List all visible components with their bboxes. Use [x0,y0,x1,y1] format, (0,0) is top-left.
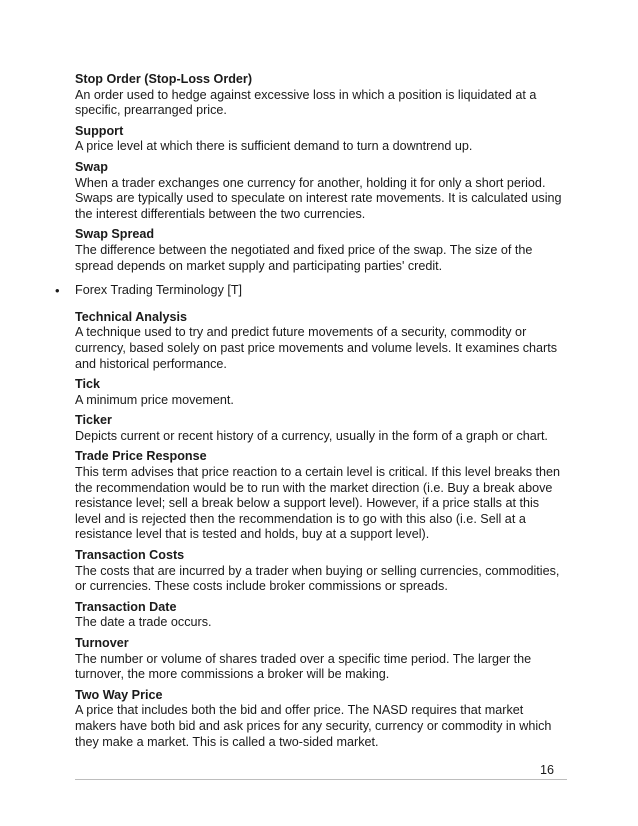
glossary-definition: A price level at which there is sufficient demand to turn a downtrend up. [75,139,473,154]
glossary-term: Ticker [75,413,112,428]
glossary-entry [75,548,565,595]
glossary-term: Swap Spread [75,227,155,242]
glossary-term: Trade Price Response [75,449,207,464]
glossary-term: Support [75,123,124,138]
glossary-entry [75,600,565,631]
glossary-term: Technical Analysis [75,309,187,324]
glossary-term: Stop Order (Stop-Loss Order) [75,72,253,86]
glossary-definition: An order used to hedge against excessive loss in which a position is liquidated at a specific, prearranged price. [75,87,537,118]
glossary-entry [75,688,565,750]
glossary-entry [75,227,565,274]
glossary-definition: A price that includes both the bid and offer price. The NASD requires that market makers have both bid and ask prices for any security, currency or commodity in which they make a market. This is called a two-sided market. [75,703,552,749]
glossary-definition: Depicts current or recent history of a currency, usually in the form of a graph or chart. [75,428,548,443]
glossary-definition: The costs that are incurred by a trader when buying or selling currencies, commodities, or currencies. These costs include broker commissions or spreads. [75,563,560,594]
section-heading-item [55,283,565,299]
glossary-definition: A technique used to try and predict future movements of a security, commodity or currency, based solely on past price movements and volume levels. It examines charts and historical performance. [75,325,558,371]
glossary-definition: The number or volume of shares traded over a specific time period. The larger the turnover, the more commissions a broker will be making. [75,651,532,682]
glossary-term: Tick [75,377,100,392]
glossary-entry [75,124,565,155]
glossary-definition: This term advises that price reaction to a certain level is critical. If this level breaks then the recommendation would be to run with the market direction (i.e. Buy a break above resistance level; sell a break below a support level). However, if a price stalls at this level and is rejected then the recommendation is to go with this also (i.e. Sell at a resistance level that is tested and holds, buy at a support level). [75,465,561,542]
bullet-icon: • [55,283,60,299]
glossary-entry [75,636,565,683]
glossary-term: Turnover [75,636,129,650]
page-number: 16 [540,763,555,777]
glossary-definition: The difference between the negotiated and fixed price of the swap. The size of the spread depends on market supply and participating parties' credit. [75,242,533,273]
glossary-term: Transaction Costs [75,548,185,563]
glossary-entry [75,160,565,222]
glossary-entry [75,449,565,543]
glossary-definition: When a trader exchanges one currency for another, holding it for only a short period. Swaps are typically used to speculate on interest rate movements. It is calculated using the interest differentials between the two currencies. [75,175,562,221]
glossary-term: Transaction Date [75,599,177,614]
glossary-definition: The date a trade occurs. [75,615,212,630]
glossary-entry [75,377,565,408]
glossary-content [55,72,565,755]
glossary-entry [75,72,565,119]
footer-divider [75,779,567,780]
glossary-entry [75,413,565,444]
glossary-entry [75,310,565,372]
glossary-term: Two Way Price [75,687,163,702]
glossary-term: Swap [75,159,108,174]
glossary-definition: A minimum price movement. [75,392,234,407]
section-heading: Forex Trading Terminology [T] [75,283,243,298]
